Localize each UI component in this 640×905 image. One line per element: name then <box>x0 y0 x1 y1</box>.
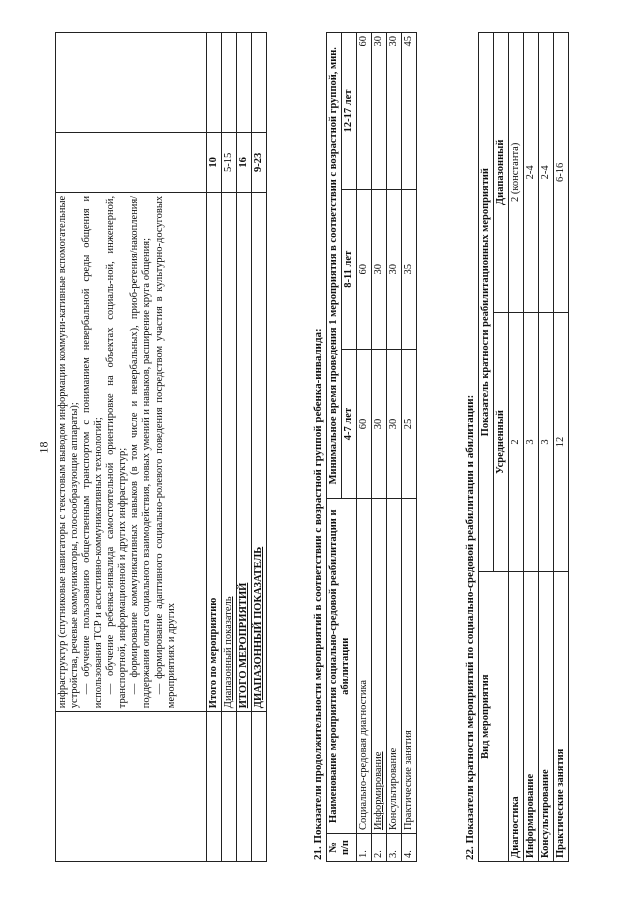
row-number: 4. <box>402 834 417 862</box>
list-item: инфраструктур (спутниковые навигаторы с текстовым выводом информации коммуни-кативные вспомогательные устройства, речевые коммуникаторы, голосообразующие аппараты); <box>57 195 81 709</box>
total-value: 10 <box>207 132 222 192</box>
cell-value: 30 <box>387 189 402 349</box>
activity-name: Практические занятия <box>402 499 417 834</box>
col-activity-kind: Вид мероприятия <box>479 572 509 862</box>
col-min-time: Минимальное время проведения 1 мероприятия в соответствии с возрастной группой, мин. <box>327 33 342 499</box>
table-row <box>207 33 222 862</box>
rotated-content <box>55 32 615 862</box>
col-age: 8-11 лет <box>342 189 357 349</box>
duration-table <box>326 32 417 862</box>
cell-value: 30 <box>387 349 402 499</box>
cell-value: 2 <box>509 312 524 572</box>
cell-value: 60 <box>357 33 372 190</box>
cell-value: 12 <box>554 312 569 572</box>
table-row <box>252 33 267 862</box>
cell-value: 6-16 <box>554 33 569 313</box>
cell-value: 2-4 <box>524 33 539 313</box>
col-range: Диапазонный <box>494 33 509 313</box>
grand-range-label: ДИАПАЗОННЫЙ ПОКАЗАТЕЛЬ <box>252 192 267 711</box>
total-label: Итого по мероприятию <box>207 192 222 711</box>
col-age: 12-17 лет <box>342 33 357 190</box>
range-value: 5-15 <box>222 132 237 192</box>
continuation-table <box>55 32 267 862</box>
table-row <box>56 33 207 862</box>
table-row <box>372 33 387 862</box>
table-row <box>357 33 372 862</box>
activity-kind: Диагностика <box>509 572 524 862</box>
cell-value: 30 <box>387 33 402 190</box>
list-item: — обучение ребенка-инвалида самостоятельной ориентировке на объектах социаль-ной, инженерной, транспортной, информационной и других инфраструктур; <box>105 195 129 709</box>
page-number: 18 <box>36 441 51 454</box>
row-number: 3. <box>387 834 402 862</box>
table-row <box>539 33 554 862</box>
table-row <box>387 33 402 862</box>
table-row <box>222 33 237 862</box>
col-average: Усредненный <box>494 312 509 572</box>
frequency-table <box>478 32 569 862</box>
grand-range-value: 9-23 <box>252 132 267 192</box>
activity-kind: Консультирование <box>539 572 554 862</box>
col-number: № п/п <box>327 834 357 862</box>
cell-value: 2 (константа) <box>509 33 524 313</box>
table-header-row <box>327 33 342 862</box>
activity-name: Консультирование <box>387 499 402 834</box>
activity-kind: Практические занятия <box>554 572 569 862</box>
cell-value: 30 <box>372 189 387 349</box>
table-header-row <box>479 33 494 862</box>
activity-kind: Информирование <box>524 572 539 862</box>
cell-value: 35 <box>402 189 417 349</box>
row-number: 1. <box>357 834 372 862</box>
cell-value: 60 <box>357 189 372 349</box>
cell-value: 60 <box>357 349 372 499</box>
col-activity-name: Наименование мероприятия социально-средовой реабилитации и абилитации <box>327 499 357 834</box>
range-label: Диапазонный показатель <box>222 192 237 711</box>
section-21-caption: 21. Показатели продолжительности мероприятий в соответствии с возрастной группой ребенка-инвалида: <box>312 328 324 860</box>
cell-value: 2-4 <box>539 33 554 313</box>
activity-name: Информирование <box>372 499 387 834</box>
cell-value: 3 <box>524 312 539 572</box>
cell-value: 25 <box>402 349 417 499</box>
activity-name: Социально-средовая диагностика <box>357 499 372 834</box>
table-row <box>554 33 569 862</box>
section-22-caption: 22. Показатели кратности мероприятий по социально-средовой реабилитации и абилитации: <box>464 394 476 860</box>
row-number: 2. <box>372 834 387 862</box>
col-age: 4-7 лет <box>342 349 357 499</box>
grand-total-label: ИТОГО МЕРОПРИЯТИЙ <box>237 192 252 711</box>
list-item: — формирование адаптивного социально-ролевого поведения посредством участия в культурно-досуговых мероприятиях и других <box>153 195 177 709</box>
list-item: — формирование коммуникативных навыков (в том числе и невербальных), приоб-ретения/накопления/поддержания опыта социального взаимодействия, новых умений и навыков, расширение круга общения; <box>129 195 153 709</box>
table-row <box>237 33 252 862</box>
list-item: — обучение пользованию общественным транспортом с пониманием невербальной среды общения и использования ТСР и ассистивно-коммуникативных технологий; <box>81 195 105 709</box>
col-frequency: Показатель кратности реабилитационных мероприятий <box>479 33 494 572</box>
cell-value: 45 <box>402 33 417 190</box>
table-row <box>509 33 524 862</box>
activities-cell <box>56 192 207 711</box>
table-row <box>524 33 539 862</box>
cell-value: 3 <box>539 312 554 572</box>
table-row <box>402 33 417 862</box>
cell-value: 30 <box>372 33 387 190</box>
cell-value: 30 <box>372 349 387 499</box>
grand-total-value: 16 <box>237 132 252 192</box>
